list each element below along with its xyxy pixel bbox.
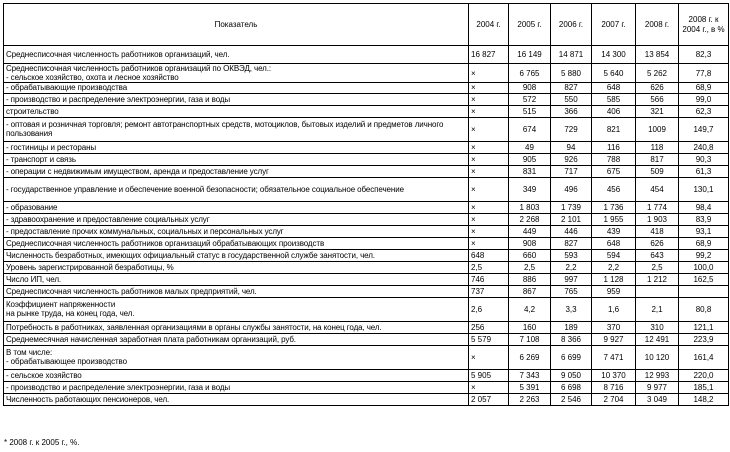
table-row: [4, 285, 729, 297]
table-row: [4, 345, 729, 369]
value-cell: 737: [469, 285, 509, 297]
table-row: [4, 165, 729, 177]
indicator-cell: строительство: [4, 105, 469, 117]
indicator-cell: - оптовая и розничная торговля; ремонт автотранспортных средств, мотоциклов, бытовых изделий и предметов личного пользования: [4, 117, 469, 141]
value-cell: 675: [592, 165, 636, 177]
value-cell: 7 343: [509, 369, 551, 381]
value-cell: 8 366: [551, 333, 592, 345]
value-cell: 2,6: [469, 297, 509, 321]
indicator-cell: Число ИП, чел.: [4, 273, 469, 285]
value-cell: 6 698: [551, 381, 592, 393]
value-cell: 594: [592, 249, 636, 261]
value-cell: 3 049: [636, 393, 679, 405]
table-row: [4, 225, 729, 237]
value-cell: ×: [469, 64, 509, 83]
value-cell: 5 905: [469, 369, 509, 381]
value-cell: 80,8: [679, 297, 729, 321]
value-cell: 310: [636, 321, 679, 333]
value-cell: 6 699: [551, 345, 592, 369]
value-cell: 1 212: [636, 273, 679, 285]
value-cell: ×: [469, 165, 509, 177]
value-cell: 1 903: [636, 213, 679, 225]
header-2005: 2005 г.: [509, 4, 551, 46]
value-cell: 2 101: [551, 213, 592, 225]
value-cell: 515: [509, 105, 551, 117]
value-cell: 256: [469, 321, 509, 333]
value-cell: 99,2: [679, 249, 729, 261]
value-cell: 2 057: [469, 393, 509, 405]
value-cell: 220,0: [679, 369, 729, 381]
value-cell: 130,1: [679, 177, 729, 201]
indicator-cell: В том числе: - обрабатывающее производство: [4, 345, 469, 369]
value-cell: 821: [592, 117, 636, 141]
table-row: [4, 333, 729, 345]
indicator-cell: Среднемесячная начисленная заработная плата работникам организаций, руб.: [4, 333, 469, 345]
indicator-cell: - обрабатывающие производства: [4, 83, 469, 93]
value-cell: 509: [636, 165, 679, 177]
value-cell: 2 263: [509, 393, 551, 405]
header-2006: 2006 г.: [551, 4, 592, 46]
value-cell: 2,5: [469, 261, 509, 273]
value-cell: 93,1: [679, 225, 729, 237]
table-row: [4, 64, 729, 83]
value-cell: 8 716: [592, 381, 636, 393]
indicator-cell: Среднесписочная численность работников организаций обрабатывающих производств: [4, 237, 469, 249]
value-cell: 926: [551, 153, 592, 165]
value-cell: 116: [592, 141, 636, 153]
value-cell: 867: [509, 285, 551, 297]
value-cell: 240,8: [679, 141, 729, 153]
value-cell: 49: [509, 141, 551, 153]
indicator-cell: - сельское хозяйство: [4, 369, 469, 381]
value-cell: 1 739: [551, 201, 592, 213]
header-2004: 2004 г.: [469, 4, 509, 46]
header-2008: 2008 г.: [636, 4, 679, 46]
table-row: [4, 201, 729, 213]
header-2007: 2007 г.: [592, 4, 636, 46]
indicator-cell: Численность работающих пенсионеров, чел.: [4, 393, 469, 405]
value-cell: 729: [551, 117, 592, 141]
value-cell: 118: [636, 141, 679, 153]
value-cell: 9 927: [592, 333, 636, 345]
indicator-cell: - транспорт и связь: [4, 153, 469, 165]
value-cell: 82,3: [679, 46, 729, 64]
value-cell: 626: [636, 83, 679, 93]
value-cell: 10 370: [592, 369, 636, 381]
value-cell: 817: [636, 153, 679, 165]
value-cell: 6 269: [509, 345, 551, 369]
value-cell: 496: [551, 177, 592, 201]
table-row: [4, 46, 729, 64]
value-cell: 148,2: [679, 393, 729, 405]
value-cell: 13 854: [636, 46, 679, 64]
value-cell: 7 471: [592, 345, 636, 369]
value-cell: 3,3: [551, 297, 592, 321]
table-row: [4, 83, 729, 93]
value-cell: 2 546: [551, 393, 592, 405]
value-cell: 5 391: [509, 381, 551, 393]
value-cell: 908: [509, 83, 551, 93]
value-cell: 83,9: [679, 213, 729, 225]
value-cell: 660: [509, 249, 551, 261]
value-cell: 717: [551, 165, 592, 177]
value-cell: 370: [592, 321, 636, 333]
indicator-cell: Коэффициент напряженности на рынке труда, на конец года, чел.: [4, 297, 469, 321]
value-cell: 121,1: [679, 321, 729, 333]
value-cell: 223,9: [679, 333, 729, 345]
value-cell: 149,7: [679, 117, 729, 141]
indicator-cell: - производство и распределение электроэнергии, газа и воды: [4, 381, 469, 393]
value-cell: 5 880: [551, 64, 592, 83]
table-row: [4, 177, 729, 201]
value-cell: 162,5: [679, 273, 729, 285]
value-cell: ×: [469, 381, 509, 393]
value-cell: 2,1: [636, 297, 679, 321]
value-cell: ×: [469, 201, 509, 213]
value-cell: ×: [469, 345, 509, 369]
value-cell: 593: [551, 249, 592, 261]
indicator-cell: Среднесписочная численность работников организаций по ОКВЭД, чел.: - сельское хозяйство, охота и лесное хозяйство: [4, 64, 469, 83]
table-row: [4, 105, 729, 117]
value-cell: 746: [469, 273, 509, 285]
value-cell: 1009: [636, 117, 679, 141]
value-cell: 366: [551, 105, 592, 117]
value-cell: 62,3: [679, 105, 729, 117]
value-cell: ×: [469, 213, 509, 225]
indicator-cell: Уровень зарегистрированной безработицы, %: [4, 261, 469, 273]
table-row: [4, 369, 729, 381]
value-cell: ×: [469, 93, 509, 105]
value-cell: 905: [509, 153, 551, 165]
table-row: [4, 141, 729, 153]
table-row: [4, 153, 729, 165]
value-cell: ×: [469, 105, 509, 117]
value-cell: 16 827: [469, 46, 509, 64]
value-cell: 99,0: [679, 93, 729, 105]
value-cell: 827: [551, 83, 592, 93]
value-cell: [636, 285, 679, 297]
value-cell: 349: [509, 177, 551, 201]
value-cell: 2 268: [509, 213, 551, 225]
value-cell: 68,9: [679, 83, 729, 93]
indicator-cell: Среднесписочная численность работников организаций, чел.: [4, 46, 469, 64]
indicator-cell: - производство и распределение электроэнергии, газа и воды: [4, 93, 469, 105]
header-row: [4, 4, 729, 46]
table-row: [4, 117, 729, 141]
value-cell: 9 977: [636, 381, 679, 393]
value-cell: 68,9: [679, 237, 729, 249]
value-cell: 12 491: [636, 333, 679, 345]
value-cell: 908: [509, 237, 551, 249]
value-cell: 161,4: [679, 345, 729, 369]
header-indicator: Показатель: [4, 4, 469, 46]
value-cell: 10 120: [636, 345, 679, 369]
indicator-cell: - операции с недвижимым имуществом, аренда и предоставление услуг: [4, 165, 469, 177]
value-cell: 439: [592, 225, 636, 237]
value-cell: 572: [509, 93, 551, 105]
value-cell: 2,2: [551, 261, 592, 273]
value-cell: 1 774: [636, 201, 679, 213]
table-row: [4, 93, 729, 105]
value-cell: ×: [469, 117, 509, 141]
value-cell: 14 300: [592, 46, 636, 64]
indicator-cell: - государственное управление и обеспечение военной безопасности; обязательное социальное обеспечение: [4, 177, 469, 201]
value-cell: ×: [469, 237, 509, 249]
value-cell: 648: [469, 249, 509, 261]
header-ratio: 2008 г. к 2004 г., в %: [679, 4, 729, 46]
value-cell: 2,2: [592, 261, 636, 273]
value-cell: ×: [469, 141, 509, 153]
value-cell: 831: [509, 165, 551, 177]
value-cell: 94: [551, 141, 592, 153]
value-cell: 2,5: [636, 261, 679, 273]
indicator-cell: Потребность в работниках, заявленная организациями в органы службы занятости, на конец года, чел.: [4, 321, 469, 333]
table-row: [4, 393, 729, 405]
value-cell: 674: [509, 117, 551, 141]
value-cell: 566: [636, 93, 679, 105]
footnote: * 2008 г. к 2005 г., %.: [4, 438, 80, 447]
table-row: [4, 213, 729, 225]
value-cell: 585: [592, 93, 636, 105]
indicator-cell: - здравоохранение и предоставление социальных услуг: [4, 213, 469, 225]
value-cell: ×: [469, 177, 509, 201]
table-body: [4, 46, 729, 406]
value-cell: 454: [636, 177, 679, 201]
table-row: [4, 321, 729, 333]
value-cell: 550: [551, 93, 592, 105]
table-row: [4, 297, 729, 321]
value-cell: [679, 285, 729, 297]
value-cell: 446: [551, 225, 592, 237]
indicator-cell: - гостиницы и рестораны: [4, 141, 469, 153]
value-cell: 648: [592, 237, 636, 249]
table-row: [4, 261, 729, 273]
value-cell: 5 640: [592, 64, 636, 83]
value-cell: 626: [636, 237, 679, 249]
value-cell: 456: [592, 177, 636, 201]
value-cell: 2 704: [592, 393, 636, 405]
value-cell: 9 050: [551, 369, 592, 381]
value-cell: 827: [551, 237, 592, 249]
value-cell: 98,4: [679, 201, 729, 213]
indicator-cell: Численность безработных, имеющих официальный статус в государственной службе занятости, чел.: [4, 249, 469, 261]
value-cell: 4,2: [509, 297, 551, 321]
value-cell: 418: [636, 225, 679, 237]
value-cell: 185,1: [679, 381, 729, 393]
table-row: [4, 249, 729, 261]
value-cell: 1 955: [592, 213, 636, 225]
value-cell: 2,5: [509, 261, 551, 273]
value-cell: ×: [469, 153, 509, 165]
value-cell: 61,3: [679, 165, 729, 177]
value-cell: 1,6: [592, 297, 636, 321]
value-cell: 16 149: [509, 46, 551, 64]
value-cell: 90,3: [679, 153, 729, 165]
value-cell: ×: [469, 83, 509, 93]
value-cell: 1 736: [592, 201, 636, 213]
table-row: [4, 381, 729, 393]
statistics-table: [3, 3, 729, 406]
value-cell: 886: [509, 273, 551, 285]
value-cell: 449: [509, 225, 551, 237]
value-cell: 788: [592, 153, 636, 165]
indicator-cell: Среднесписочная численность работников малых предприятий, чел.: [4, 285, 469, 297]
value-cell: 14 871: [551, 46, 592, 64]
value-cell: 77,8: [679, 64, 729, 83]
value-cell: 765: [551, 285, 592, 297]
value-cell: 5 579: [469, 333, 509, 345]
value-cell: 959: [592, 285, 636, 297]
value-cell: 406: [592, 105, 636, 117]
value-cell: 648: [592, 83, 636, 93]
value-cell: 7 108: [509, 333, 551, 345]
value-cell: 321: [636, 105, 679, 117]
value-cell: 12 993: [636, 369, 679, 381]
table-row: [4, 237, 729, 249]
value-cell: 189: [551, 321, 592, 333]
indicator-cell: - образование: [4, 201, 469, 213]
value-cell: 6 765: [509, 64, 551, 83]
value-cell: 100,0: [679, 261, 729, 273]
value-cell: 160: [509, 321, 551, 333]
value-cell: 5 262: [636, 64, 679, 83]
value-cell: 643: [636, 249, 679, 261]
value-cell: 1 803: [509, 201, 551, 213]
value-cell: 1 128: [592, 273, 636, 285]
table-row: [4, 273, 729, 285]
indicator-cell: - предоставление прочих коммунальных, социальных и персональных услуг: [4, 225, 469, 237]
value-cell: 997: [551, 273, 592, 285]
value-cell: ×: [469, 225, 509, 237]
